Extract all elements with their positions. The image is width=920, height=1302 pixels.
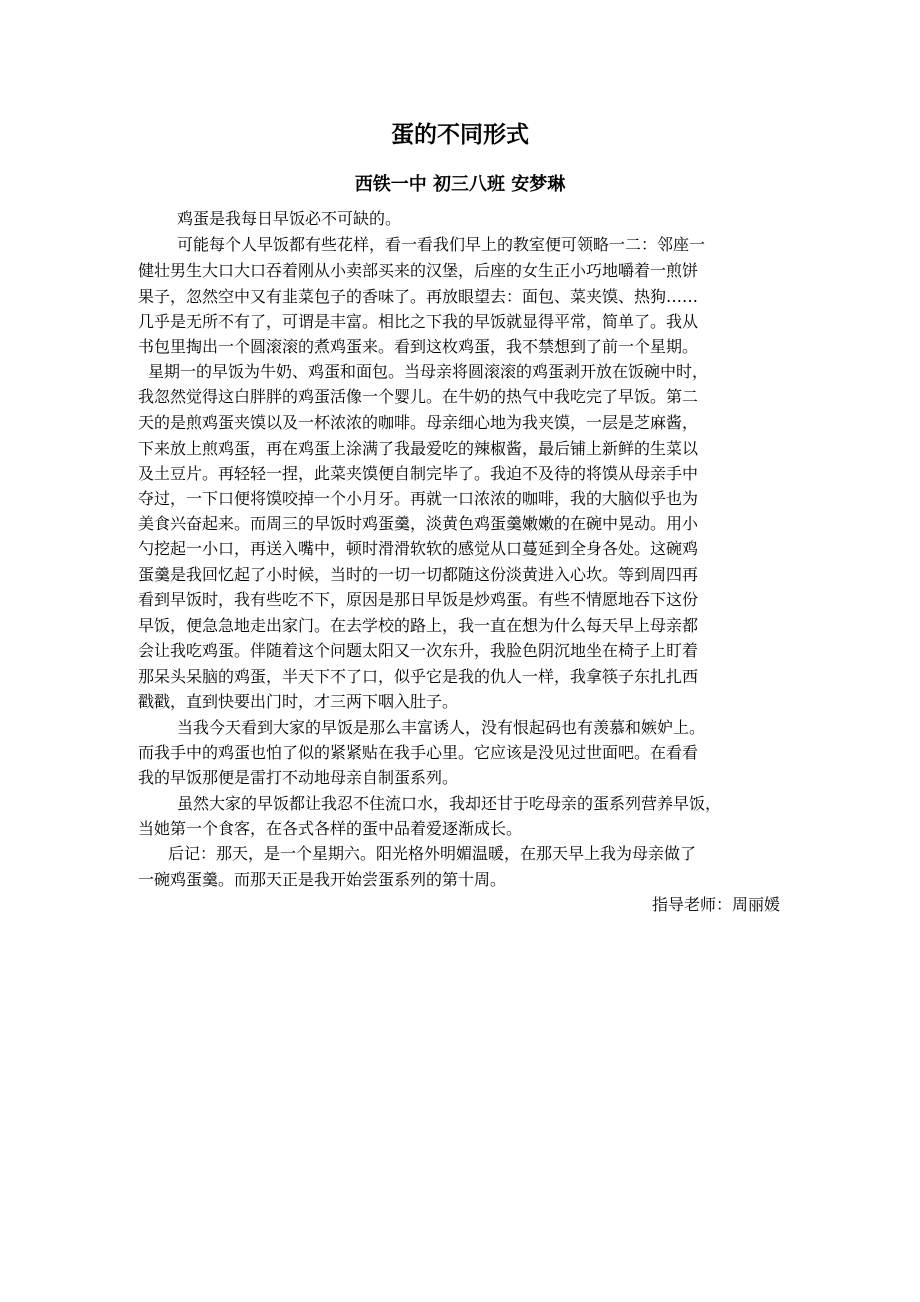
body-line: 夺过，一下口便将馍咬掉一个小月牙。再就一口浓浓的咖啡，我的大脑似乎也为 (138, 489, 699, 508)
body-line: 后记：那天，是一个星期六。阳光格外明媚温暖，在那天早上我为母亲做了 (168, 844, 697, 863)
body-line: 当她第一个食客，在各式各样的蛋中品着爱逐渐成长。 (138, 819, 523, 838)
body-line: 及土豆片。再轻轻一捏，此菜夹馍便自制完毕了。我迫不及待的将馍从母亲手中 (138, 464, 699, 483)
body-line: 天的是煎鸡蛋夹馍以及一杯浓浓的咖啡。母亲细心地为我夹馍，一层是芝麻酱， (138, 413, 699, 432)
body-line: 会让我吃鸡蛋。伴随着这个问题太阳又一次东升，我脸色阴沉地坐在椅子上盯着 (138, 641, 699, 660)
body-line: 果子，忽然空中又有韭菜包子的香味了。再放眼望去：面包、菜夹馍、热狗…… (138, 287, 699, 306)
body-line: 下来放上煎鸡蛋，再在鸡蛋上涂满了我最爱吃的辣椒酱，最后铺上新鲜的生菜以 (138, 439, 699, 458)
byline: 西铁一中 初三八班 安梦琳 (354, 174, 566, 195)
body-line: 而我手中的鸡蛋也怕了似的紧紧贴在我手心里。它应该是没见过世面吧。在看看 (138, 743, 699, 762)
body-line: 可能每个人早饭都有些花样，看一看我们早上的教室便可领略一二：邻座一 (177, 235, 706, 254)
body-line: 鸡蛋是我每日早饭必不可缺的。 (177, 209, 402, 228)
body-line: 勺挖起一小口，再送入嘴中，顿时滑滑软软的感觉从口蔓延到全身各处。这碗鸡 (138, 539, 699, 558)
body-line: 我的早饭那便是雷打不动地母亲自制蛋系列。 (138, 768, 459, 787)
body-line: 几乎是无所不有了，可谓是丰富。相比之下我的早饭就显得平常，简单了。我从 (138, 312, 699, 331)
body-line: 健壮男生大口大口吞着刚从小卖部买来的汉堡，后座的女生正小巧地嚼着一煎饼 (138, 261, 699, 280)
body-line: 早饭，便急急地走出家门。在去学校的路上，我一直在想为什么每天早上母亲都 (138, 616, 699, 635)
body-line: 蛋羹是我回忆起了小时候，当时的一切一切都随这份淡黄进入心坎。等到周四再 (138, 565, 699, 584)
body-line: 戳戳，直到快要出门时，才三两下咽入肚子。 (138, 692, 459, 711)
body-line: 当我今天看到大家的早饭是那么丰富诱人，没有恨起码也有羡慕和嫉妒上。 (177, 718, 706, 737)
page-title: 蛋的不同形式 (391, 122, 529, 148)
body-line: 我忽然觉得这白胖胖的鸡蛋活像一个婴儿。在牛奶的热气中我吃完了早饭。第二 (138, 387, 699, 406)
body-line: 虽然大家的早饭都让我忍不住流口水，我却还甘于吃母亲的蛋系列营养早饭， (177, 794, 722, 813)
body-line: 书包里掏出一个圆滚滚的煮鸡蛋来。看到这枚鸡蛋，我不禁想到了前一个星期。 (138, 337, 699, 356)
body-line: 星期一的早饭为牛奶、鸡蛋和面包。当母亲将圆滚滚的鸡蛋剥开放在饭碗中时， (148, 362, 709, 381)
body-line: 美食兴奋起来。而周三的早饭时鸡蛋羹，淡黄色鸡蛋羹嫩嫩的在碗中晃动。用小 (138, 514, 699, 533)
body-line: 看到早饭时，我有些吃不下，原因是那日早饭是炒鸡蛋。有些不情愿地吞下这份 (138, 590, 699, 609)
advisor-signature: 指导老师：周丽媛 (651, 895, 780, 914)
body-line: 那呆头呆脑的鸡蛋，半天下不了口，似乎它是我的仇人一样，我拿筷子东扎扎西 (138, 667, 699, 686)
body-line: 一碗鸡蛋羹。而那天正是我开始尝蛋系列的第十周。 (138, 870, 507, 889)
